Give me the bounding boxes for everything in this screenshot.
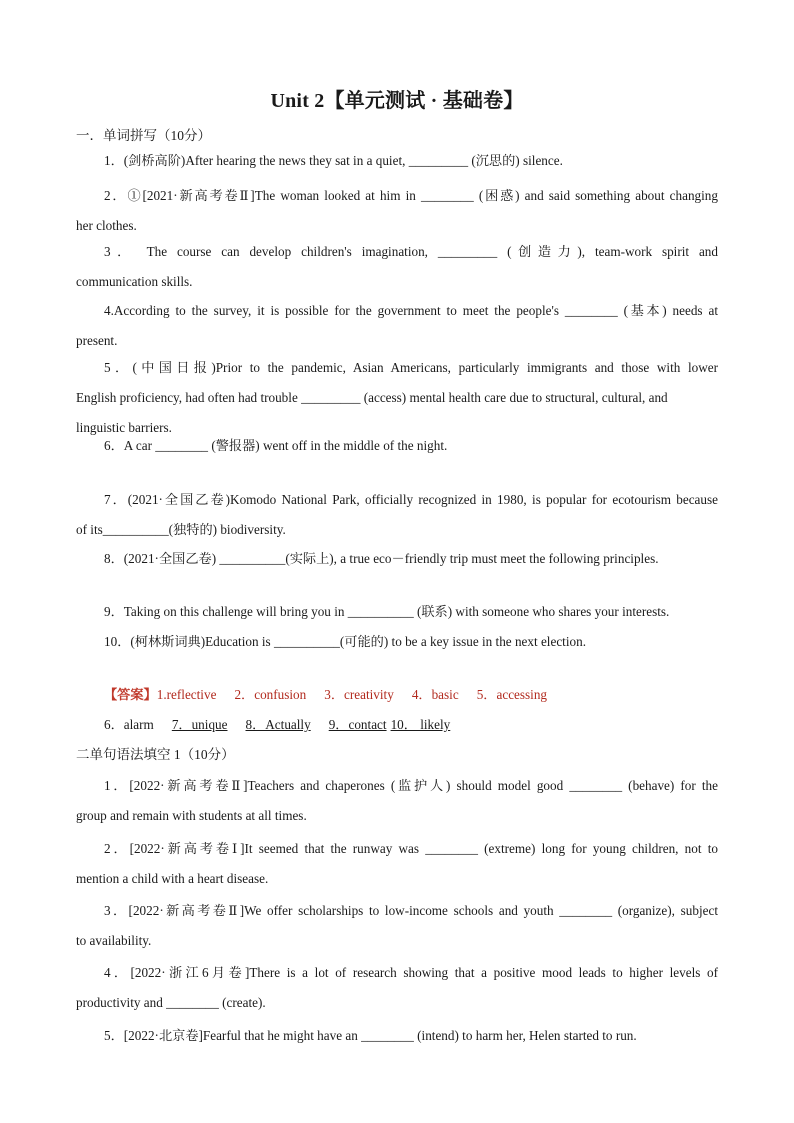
question-item [76,834,718,894]
question-text: 7．(2021·全国乙卷)Komodo National Park, officially recognized in 1980, is popular for ecotourism because [104,492,718,507]
answer-item: 10． likely [390,717,451,732]
answer-item: 2．confusion [234,687,307,702]
question-continuation: English proficiency, had often had trouble _________ (access) mental health care due to structural, cultural, and [76,390,668,405]
question-item [76,181,718,241]
question-item [76,485,718,545]
question-item [76,353,718,443]
answer-row-2 [104,714,468,733]
question-text: 3． The course can develop children's imagination, _________ (创造力), team-work spirit and [104,244,718,259]
question-continuation: productivity and ________ (create). [76,995,266,1010]
question-item [76,627,718,657]
question-item [76,958,718,1018]
question-text: 9．Taking on this challenge will bring you in __________ (联系) with someone who shares your interests. [104,604,670,619]
question-item [76,431,718,461]
question-item [76,771,718,831]
question-text: 2．[2022·新高考卷Ⅰ]It seemed that the runway was ________ (extreme) long for young children, not to [104,841,718,856]
question-text: 3．[2022·新高考卷Ⅱ]We offer scholarships to low-income schools and youth ________ (organize), subject [104,903,718,918]
question-text: 10．(柯林斯词典)Education is __________(可能的) to be a key issue in the next election. [104,634,586,649]
section-heading-spelling: 一．单词拼写（10分） [76,128,211,143]
answer-item: 6．alarm [104,717,154,732]
question-item [76,544,718,574]
answer-row-1 [104,684,565,703]
answer-item: 3．creativity [324,687,394,702]
question-continuation: her clothes. [76,218,137,233]
question-continuation: to availability. [76,933,152,948]
question-item [76,896,718,956]
question-text: 6．A car ________ (警报器) went off in the middle of the night. [104,438,448,453]
answer-item: 7．unique [171,717,228,732]
question-text: 5．[2022·北京卷]Fearful that he might have an ________ (intend) to harm her, Helen started to run. [104,1028,637,1043]
question-item [76,597,718,627]
question-text: 5．(中国日报)Prior to the pandemic, Asian Americans, particularly immigrants and those with lower [104,360,718,375]
question-item [76,1021,718,1051]
page-title: Unit 2【单元测试 · 基础卷】 [270,90,524,112]
question-continuation: present. [76,333,118,348]
question-text: 4．[2022·浙江6月卷]There is a lot of research showing that a positive mood leads to higher levels of [104,965,718,980]
question-text: 1．[2022·新高考卷Ⅱ]Teachers and chaperones (监护人) should model good ________ (behave) for the [104,778,718,793]
question-continuation: of its__________(独特的) biodiversity. [76,522,286,537]
section-heading-grammar: 二单句语法填空 1（10分） [76,747,235,762]
question-text: 1．(剑桥高阶)After hearing the news they sat in a quiet, _________ (沉思的) silence. [104,153,563,168]
question-continuation: mention a child with a heart disease. [76,871,269,886]
answer-item: 4．basic [411,687,459,702]
question-text: 4.According to the survey, it is possible for the government to meet the people's ________ (基本) needs at [104,303,718,318]
question-continuation: group and remain with students at all times. [76,808,307,823]
answer-item: 9．contact [328,717,387,732]
answer-item: 8．Actually [245,717,311,732]
question-continuation: communication skills. [76,274,193,289]
question-item [76,146,718,176]
question-text: 8．(2021·全国乙卷) __________(实际上), a true eco－friendly trip must meet the following principles. [104,551,659,566]
answer-item: 1.reflective [156,687,217,702]
question-continuation: linguistic barriers. [76,420,172,435]
question-item [76,296,718,356]
question-text: 2．①[2021·新高考卷Ⅱ]The woman looked at him in ________ (困惑) and said something about changing [104,188,718,203]
answer-item: 5．accessing [476,687,548,702]
answer-label: 【答案】 [104,687,157,702]
question-item [76,237,718,297]
